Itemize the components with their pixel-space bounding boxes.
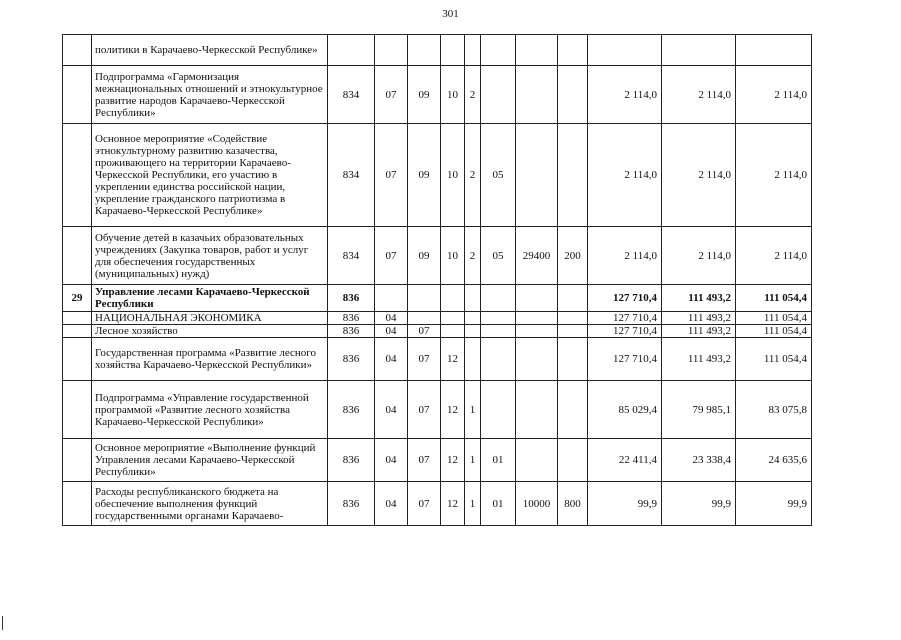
cell-code bbox=[481, 66, 516, 124]
cell-code: 1 bbox=[465, 482, 481, 526]
cell-amount: 24 635,6 bbox=[736, 439, 812, 482]
cell-code bbox=[408, 285, 441, 312]
cell-code: 01 bbox=[481, 482, 516, 526]
cell-code bbox=[516, 66, 558, 124]
cell-code bbox=[481, 285, 516, 312]
table-row bbox=[63, 482, 812, 526]
cell-code bbox=[481, 381, 516, 439]
cell-amount: 111 493,2 bbox=[662, 285, 736, 312]
cell-code: 836 bbox=[328, 482, 375, 526]
cell-amount: 2 114,0 bbox=[662, 66, 736, 124]
cell-name: политики в Карачаево-Черкесской Республике» bbox=[92, 35, 328, 66]
cell-code: 1 bbox=[465, 439, 481, 482]
cell-code bbox=[558, 124, 588, 227]
cell-name: Подпрограмма «Гармонизация межнациональных отношений и этнокультурное развитие народов Карачаево-Черкесской Республики» bbox=[92, 66, 328, 124]
cell-code: 05 bbox=[481, 227, 516, 285]
cell-code: 200 bbox=[558, 227, 588, 285]
page-number: 301 bbox=[442, 8, 459, 20]
cell-number bbox=[63, 312, 92, 325]
table-row bbox=[63, 285, 812, 312]
margin-mark bbox=[2, 616, 3, 630]
cell-amount: 2 114,0 bbox=[736, 66, 812, 124]
cell-amount: 2 114,0 bbox=[736, 124, 812, 227]
cell-code bbox=[441, 35, 465, 66]
cell-amount: 99,9 bbox=[662, 482, 736, 526]
cell-code: 07 bbox=[408, 439, 441, 482]
cell-name: Основное мероприятие «Выполнение функций Управления лесами Карачаево-Черкесской Республики» bbox=[92, 439, 328, 482]
table-row bbox=[63, 338, 812, 381]
cell-code bbox=[558, 325, 588, 338]
cell-amount: 83 075,8 bbox=[736, 381, 812, 439]
cell-name: Обучение детей в казачьих образовательных учреждениях (Закупка товаров, работ и услуг для обеспечения государственных (муниципальных) нужд) bbox=[92, 227, 328, 285]
cell-amount: 2 114,0 bbox=[588, 124, 662, 227]
cell-code: 07 bbox=[375, 124, 408, 227]
cell-amount: 23 338,4 bbox=[662, 439, 736, 482]
cell-amount: 2 114,0 bbox=[588, 227, 662, 285]
cell-amount: 79 985,1 bbox=[662, 381, 736, 439]
cell-amount: 85 029,4 bbox=[588, 381, 662, 439]
cell-amount: 111 054,4 bbox=[736, 325, 812, 338]
cell-code: 836 bbox=[328, 285, 375, 312]
cell-code: 04 bbox=[375, 338, 408, 381]
cell-code bbox=[328, 35, 375, 66]
table-row bbox=[63, 227, 812, 285]
cell-code bbox=[465, 325, 481, 338]
cell-number: 29 bbox=[63, 285, 92, 312]
cell-code bbox=[516, 338, 558, 381]
table-row bbox=[63, 66, 812, 124]
cell-code: 07 bbox=[375, 227, 408, 285]
cell-code bbox=[481, 35, 516, 66]
cell-code: 836 bbox=[328, 312, 375, 325]
cell-code bbox=[465, 312, 481, 325]
cell-code bbox=[441, 312, 465, 325]
cell-code: 834 bbox=[328, 66, 375, 124]
cell-amount: 2 114,0 bbox=[588, 66, 662, 124]
cell-code bbox=[375, 285, 408, 312]
cell-amount: 111 493,2 bbox=[662, 325, 736, 338]
cell-code bbox=[558, 439, 588, 482]
cell-code: 04 bbox=[375, 325, 408, 338]
cell-amount bbox=[588, 35, 662, 66]
cell-code: 10 bbox=[441, 66, 465, 124]
cell-code bbox=[558, 312, 588, 325]
cell-name: Основное мероприятие «Содействие этнокультурному развитию казачества, проживающего на территории Карачаево-Черкесской Республики, его участию в укреплении единства российской нации, укрепление гражданского патриотизма в Карачаево-Черкесской Республике» bbox=[92, 124, 328, 227]
cell-amount: 127 710,4 bbox=[588, 338, 662, 381]
cell-code: 834 bbox=[328, 227, 375, 285]
cell-code bbox=[441, 285, 465, 312]
cell-code: 09 bbox=[408, 66, 441, 124]
cell-code: 04 bbox=[375, 312, 408, 325]
cell-code: 04 bbox=[375, 482, 408, 526]
cell-code: 836 bbox=[328, 381, 375, 439]
cell-code: 09 bbox=[408, 124, 441, 227]
cell-number bbox=[63, 325, 92, 338]
cell-amount: 2 114,0 bbox=[662, 124, 736, 227]
cell-code bbox=[408, 312, 441, 325]
cell-code bbox=[481, 325, 516, 338]
cell-code bbox=[465, 285, 481, 312]
cell-code: 2 bbox=[465, 66, 481, 124]
cell-amount: 2 114,0 bbox=[736, 227, 812, 285]
cell-amount: 127 710,4 bbox=[588, 325, 662, 338]
cell-code bbox=[375, 35, 408, 66]
cell-amount: 111 054,4 bbox=[736, 312, 812, 325]
cell-amount bbox=[662, 35, 736, 66]
cell-code bbox=[516, 325, 558, 338]
cell-number bbox=[63, 35, 92, 66]
cell-name: НАЦИОНАЛЬНАЯ ЭКОНОМИКА bbox=[92, 312, 328, 325]
cell-number bbox=[63, 381, 92, 439]
cell-code: 836 bbox=[328, 439, 375, 482]
cell-code: 04 bbox=[375, 439, 408, 482]
table-row bbox=[63, 381, 812, 439]
cell-code: 04 bbox=[375, 381, 408, 439]
cell-code: 05 bbox=[481, 124, 516, 227]
cell-code: 07 bbox=[408, 482, 441, 526]
cell-code bbox=[516, 381, 558, 439]
cell-code: 01 bbox=[481, 439, 516, 482]
cell-number bbox=[63, 66, 92, 124]
table-row bbox=[63, 35, 812, 66]
cell-code bbox=[481, 312, 516, 325]
cell-number bbox=[63, 338, 92, 381]
cell-code bbox=[516, 285, 558, 312]
cell-name: Подпрограмма «Управление государственной программой «Развитие лесного хозяйства Карачаево-Черкесской Республики» bbox=[92, 381, 328, 439]
cell-amount: 111 054,4 bbox=[736, 338, 812, 381]
cell-code: 12 bbox=[441, 482, 465, 526]
cell-amount: 111 493,2 bbox=[662, 312, 736, 325]
cell-code: 10 bbox=[441, 227, 465, 285]
cell-name: Управление лесами Карачаево-Черкесской Республики bbox=[92, 285, 328, 312]
cell-code: 836 bbox=[328, 338, 375, 381]
cell-code: 834 bbox=[328, 124, 375, 227]
cell-amount: 99,9 bbox=[736, 482, 812, 526]
cell-amount: 127 710,4 bbox=[588, 285, 662, 312]
table-row bbox=[63, 312, 812, 325]
cell-code bbox=[481, 338, 516, 381]
cell-code: 12 bbox=[441, 338, 465, 381]
cell-code: 07 bbox=[408, 325, 441, 338]
cell-amount: 22 411,4 bbox=[588, 439, 662, 482]
cell-code: 09 bbox=[408, 227, 441, 285]
cell-name: Государственная программа «Развитие лесного хозяйства Карачаево-Черкесской Республики» bbox=[92, 338, 328, 381]
cell-number bbox=[63, 227, 92, 285]
cell-code bbox=[408, 35, 441, 66]
cell-code: 07 bbox=[408, 338, 441, 381]
cell-code: 07 bbox=[408, 381, 441, 439]
cell-code: 29400 bbox=[516, 227, 558, 285]
cell-number bbox=[63, 482, 92, 526]
cell-name: Расходы республиканского бюджета на обеспечение выполнения функций государственными органами Карачаево- bbox=[92, 482, 328, 526]
cell-amount: 111 054,4 bbox=[736, 285, 812, 312]
cell-code bbox=[516, 35, 558, 66]
table-row bbox=[63, 124, 812, 227]
cell-code bbox=[516, 124, 558, 227]
cell-code bbox=[558, 285, 588, 312]
cell-code: 12 bbox=[441, 439, 465, 482]
cell-code: 836 bbox=[328, 325, 375, 338]
cell-code bbox=[516, 312, 558, 325]
cell-amount: 99,9 bbox=[588, 482, 662, 526]
cell-code bbox=[558, 338, 588, 381]
cell-code: 800 bbox=[558, 482, 588, 526]
cell-code bbox=[465, 338, 481, 381]
table-body bbox=[63, 35, 812, 526]
cell-amount: 2 114,0 bbox=[662, 227, 736, 285]
cell-code: 1 bbox=[465, 381, 481, 439]
cell-code: 10000 bbox=[516, 482, 558, 526]
table-row bbox=[63, 325, 812, 338]
cell-number bbox=[63, 439, 92, 482]
cell-code bbox=[558, 66, 588, 124]
cell-number bbox=[63, 124, 92, 227]
cell-code: 12 bbox=[441, 381, 465, 439]
cell-code bbox=[558, 381, 588, 439]
cell-amount: 111 493,2 bbox=[662, 338, 736, 381]
table-row bbox=[63, 439, 812, 482]
cell-amount: 127 710,4 bbox=[588, 312, 662, 325]
cell-code bbox=[465, 35, 481, 66]
cell-name: Лесное хозяйство bbox=[92, 325, 328, 338]
cell-code: 2 bbox=[465, 227, 481, 285]
cell-amount bbox=[736, 35, 812, 66]
budget-table bbox=[62, 34, 812, 526]
cell-code bbox=[516, 439, 558, 482]
cell-code bbox=[441, 325, 465, 338]
cell-code: 10 bbox=[441, 124, 465, 227]
cell-code bbox=[558, 35, 588, 66]
cell-code: 2 bbox=[465, 124, 481, 227]
cell-code: 07 bbox=[375, 66, 408, 124]
